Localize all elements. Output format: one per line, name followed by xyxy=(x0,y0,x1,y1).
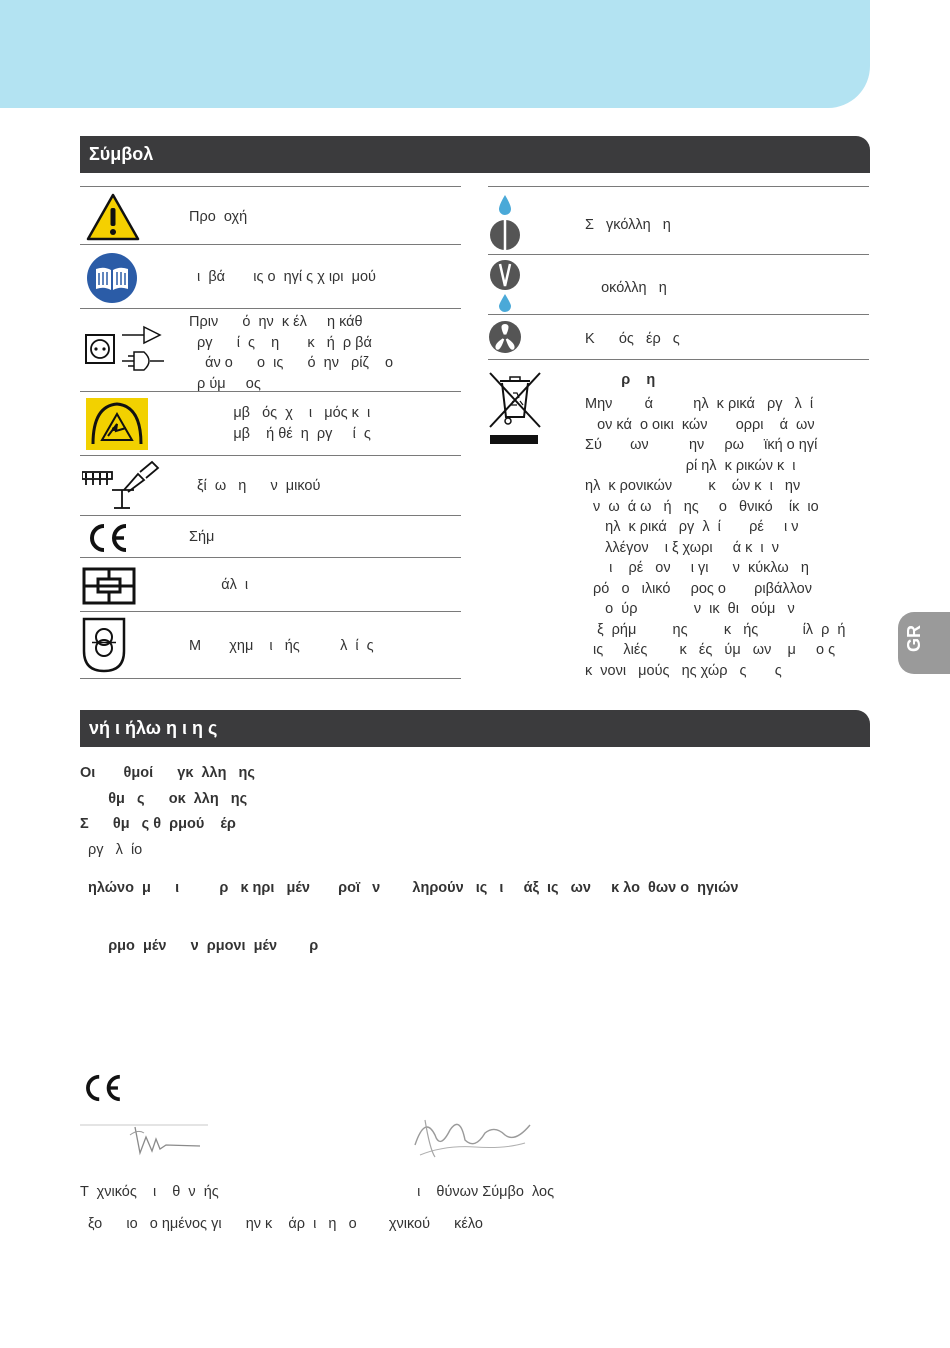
symbol-unplug-text: Πριν ό ην κ έλ η κάθ ργ ί ς η κ ή ρ βά άν ο ο ις ό ην ρίζ ο ρ ύμ ος xyxy=(189,314,394,392)
declaration-section-title: νή ι ήλω η ι η ς xyxy=(80,710,870,747)
authorized-text: ξο ιο ο ημένος γι ην κ άρ ι η ο χνικού κέλο xyxy=(80,1216,483,1232)
ce-mark-icon xyxy=(84,522,130,554)
symbol-esd-text: μβ ός χ ι μός κ ι μβ ή θέ η ργ ί ς xyxy=(233,405,371,442)
symbol-row xyxy=(488,254,869,315)
declaration-line: Οι θμοί γκ λλη ης xyxy=(80,765,255,781)
unplug-socket-icon xyxy=(84,323,174,375)
declaration-line: θμ ς οκ λλη ης xyxy=(80,791,248,807)
symbol-row xyxy=(80,455,461,516)
symbol-row xyxy=(80,611,461,679)
safety-transformer-icon xyxy=(82,617,126,673)
signature-left-image xyxy=(80,1115,210,1160)
declaration-statement: ηλώνο μ ι ρ κ ηρι μέν ροϊ ν ληρούν ις ι άξ ις ων κ λο θων ο ηγιών xyxy=(80,880,739,896)
desoldering-drop-icon xyxy=(488,258,522,312)
symbol-row xyxy=(80,244,461,309)
symbol-ce-text: Σήμ xyxy=(189,529,215,545)
symbol-fan-text: Κ ός έρ ς xyxy=(585,331,680,347)
declaration-standards: ρμο μέν ν ρμονι μέν ρ xyxy=(80,938,319,954)
symbols-section-title: Σύμβολ xyxy=(80,136,870,173)
symbol-row xyxy=(488,186,869,255)
weee-bin-icon xyxy=(488,371,542,447)
symbol-row xyxy=(488,359,869,680)
language-tab-label: GR xyxy=(904,625,924,652)
declaration-line: ργ λ ίο xyxy=(80,842,143,858)
weee-text: Μην ά ηλ κ ρικά ργ λ ί ον κά ο οικι κών ορρι ά ων Σύ ων ην ρω ϊκή ο ηγί ρί ηλ κ ρικών κ ι ηλ κ ρονικών κ ών κ ι ην ν ω ά ω ή ης ο θνικό ίκ ιο ηλ κ ρικά ργ λ ί ρέ ι ν λλέγον ι ξ χωρι ά κ ι ν ι ρέ ον ι γι ν κύκλω η ρό ο ιλικό ρος ο ριβάλλον ο ύρ ν ικ θι ούμ ν ξ ρήμ ης κ ής ίλ ρ ή ις λιές κ ές ύμ ων μ ο ς κ νονι μούς ης χώρ ς ς xyxy=(585,396,846,679)
symbol-row xyxy=(80,515,461,558)
esd-warning-icon xyxy=(86,398,148,450)
symbol-transformer-text: Μ χημ ι ής λ ί ς xyxy=(189,638,374,654)
symbol-soldering-station-text: ξί ω η ν μικού xyxy=(189,478,321,494)
signatory-left: Τ χνικός ι θ ν ής xyxy=(80,1184,219,1200)
language-tab[interactable] xyxy=(898,612,950,674)
signatory-right: ι θύνων Σύμβο λος xyxy=(405,1184,555,1200)
symbol-row xyxy=(80,391,461,456)
symbol-row xyxy=(488,314,869,360)
symbol-row xyxy=(80,557,461,612)
symbol-fuse-text: άλ ι xyxy=(189,577,249,593)
symbol-read-manual-text: ι βά ις ο ηγί ς χ ιρι μού xyxy=(189,269,376,285)
fan-icon xyxy=(488,320,522,354)
header-banner xyxy=(0,0,870,108)
symbols-right-column xyxy=(488,186,869,686)
weee-title: ρ η xyxy=(585,372,656,388)
symbol-row xyxy=(80,186,461,245)
soldering-station-icon xyxy=(82,460,162,512)
symbol-caution-text: Προ οχή xyxy=(189,209,248,225)
fuse-icon xyxy=(82,567,138,605)
ce-mark-icon xyxy=(80,1073,124,1103)
signature-right-image xyxy=(405,1105,540,1165)
declaration-line: Σ θμ ς θ ρμού έρ xyxy=(80,816,236,832)
symbol-soldering-text: Σ γκόλλη η xyxy=(585,217,671,233)
soldering-drop-icon xyxy=(488,193,522,251)
symbols-left-column xyxy=(80,186,461,686)
warning-triangle-icon xyxy=(86,193,140,241)
symbol-desoldering-text: οκόλλη η xyxy=(585,280,667,296)
symbol-row xyxy=(80,308,461,392)
read-manual-icon xyxy=(86,252,138,304)
